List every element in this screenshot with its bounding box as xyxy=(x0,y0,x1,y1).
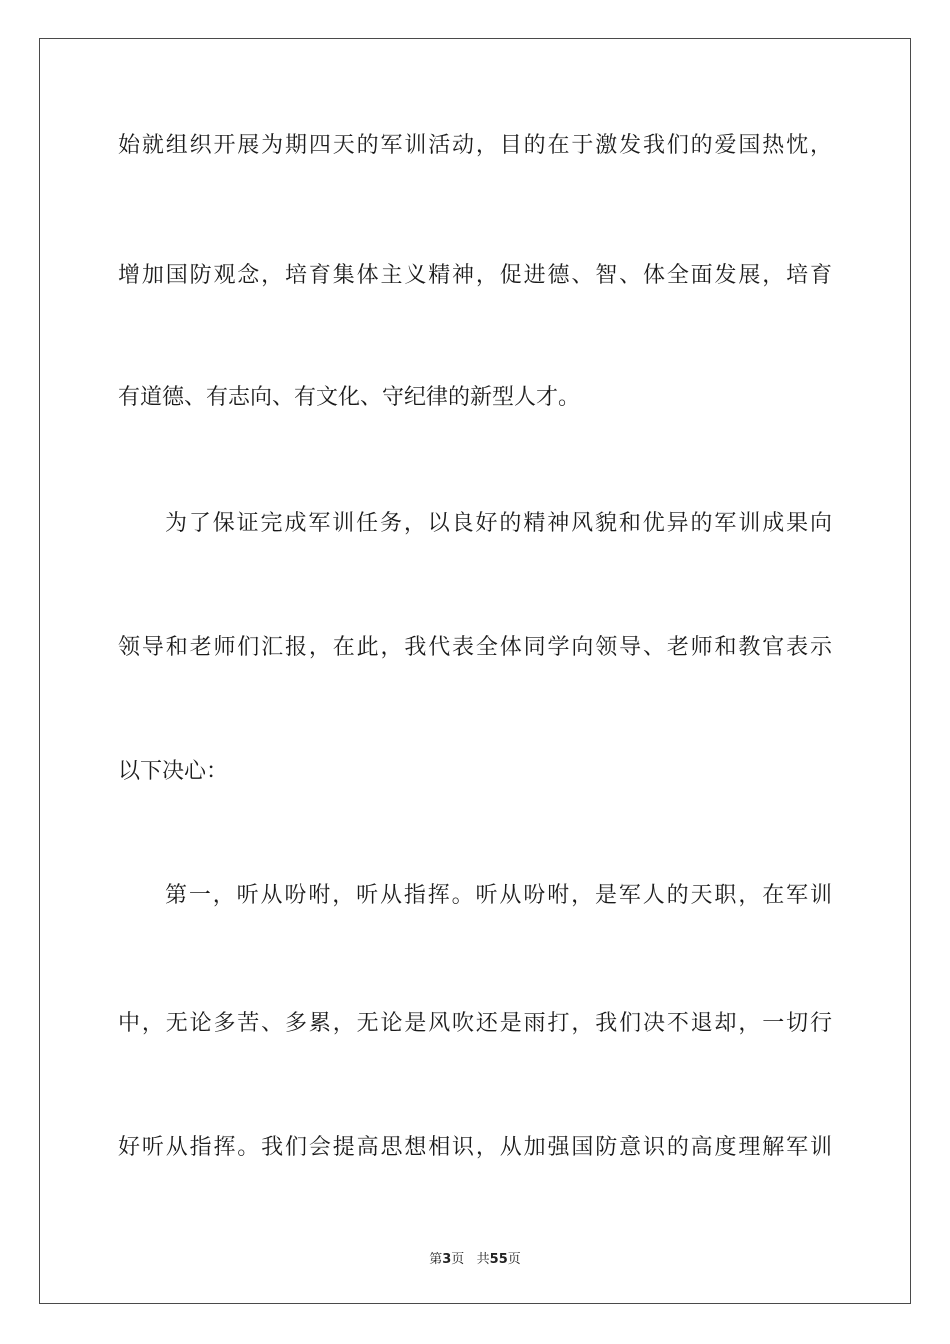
body-line-1: 始就组织开展为期四天的军训活动，目的在于激发我们的爱国热忱， xyxy=(118,133,832,158)
body-line-6: 以下决心： xyxy=(118,759,229,784)
page-frame xyxy=(39,38,911,1304)
body-line-9: 好听从指挥。我们会提高思想相识，从加强国防意识的高度理解军训 xyxy=(118,1135,832,1160)
footer-prefix: 第 xyxy=(429,1252,443,1267)
body-line-3: 有道德、有志向、有文化、守纪律的新型人才。 xyxy=(118,385,581,410)
footer-suffix: 页 xyxy=(507,1252,521,1267)
footer-mid: 页 共 xyxy=(451,1252,490,1267)
body-line-7: 第一，听从吩咐，听从指挥。听从吩咐，是军人的天职，在军训 xyxy=(165,883,832,908)
body-line-5: 领导和老师们汇报，在此，我代表全体同学向领导、老师和教官表示 xyxy=(118,635,832,660)
page-footer xyxy=(0,1248,950,1267)
footer-current-page: 3 xyxy=(442,1252,452,1267)
body-line-8: 中，无论多苦、多累，无论是风吹还是雨打，我们决不退却，一切行 xyxy=(118,1011,832,1036)
body-line-4: 为了保证完成军训任务，以良好的精神风貌和优异的军训成果向 xyxy=(165,511,832,536)
footer-total-pages: 55 xyxy=(489,1252,508,1267)
body-line-2: 增加国防观念，培育集体主义精神，促进德、智、体全面发展，培育 xyxy=(118,263,832,288)
